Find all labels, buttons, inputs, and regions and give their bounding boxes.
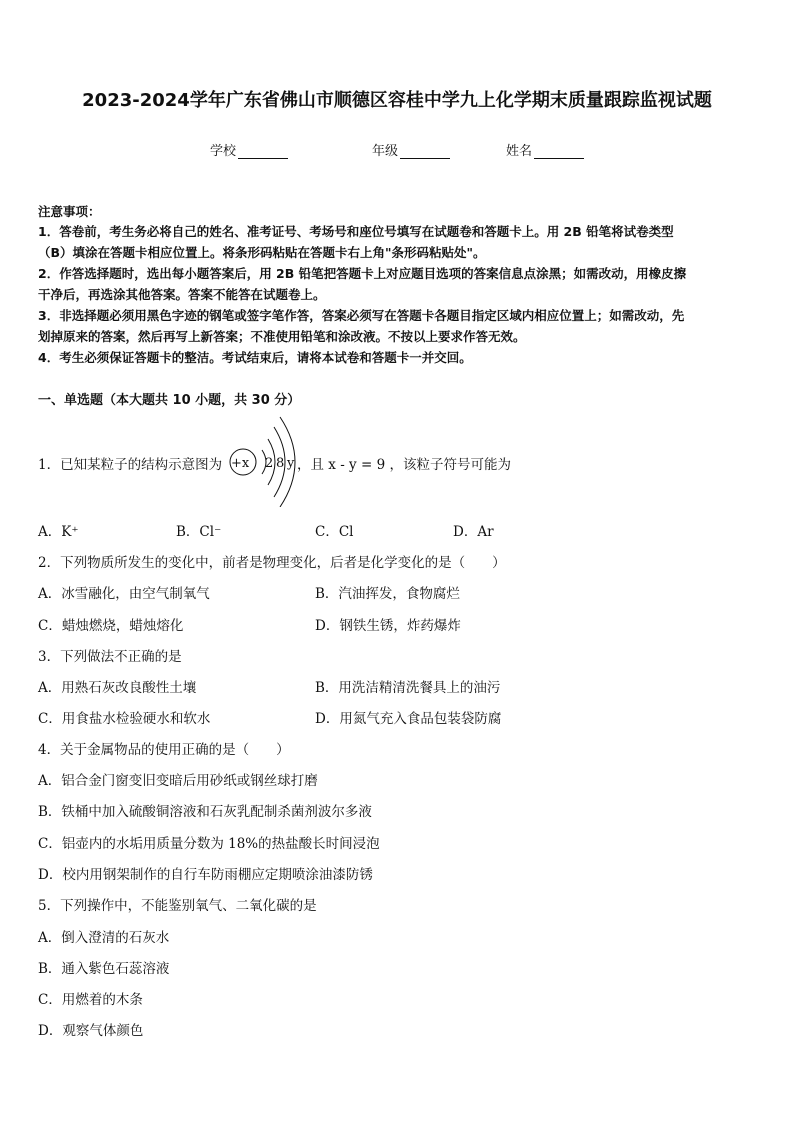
q4-option-d[interactable]: D．校内用钢架制作的自行车防雨棚应定期喷涂油漆防锈 [38,867,373,883]
grade-label: 年级 [372,144,399,159]
notice-line: 4．考生必须保证答题卡的整洁。考试结束后，请将本试卷和答题卡一并交回。 [38,350,472,365]
shell-electrons: y [287,456,295,471]
q1-stem-before: 1．已知某粒子的结构示意图为 [38,457,223,473]
q5-option-d[interactable]: D．观察气体颜色 [38,1023,144,1039]
grade-field [372,140,450,159]
notice-heading: 注意事项： [38,204,101,219]
section-heading: 一、单选题（本大题共 10 小题，共 30 分） [38,393,301,408]
notice-line: 2．作答选择题时，选出每小题答案后，用 2B 铅笔把答题卡上对应题目选项的答案信息点涂黑；如需改动，用橡皮擦 [38,266,687,281]
notice-line: 3．非选择题必须用黑色字迹的钢笔或签字笔作答，答案必须写在答题卡各题目指定区域内相应位置上；如需改动，先 [38,308,685,323]
q1-stem-after: ，且 x - y = 9 ，该粒子符号可能为 [297,457,511,473]
school-field [210,140,288,159]
q4-stem: 4．关于金属物品的使用正确的是（ ） [38,742,290,758]
school-label: 学校 [210,144,237,159]
q3-option-c[interactable]: C．用食盐水检验硬水和软水 [38,711,211,727]
q5-stem: 5．下列操作中，不能鉴别氧气、二氧化碳的是 [38,898,317,914]
notice-line: （B）填涂在答题卡相应位置上。将条形码粘贴在答题卡右上角"条形码粘贴处"。 [38,245,486,260]
q2-option-c[interactable]: C．蜡烛燃烧，蜡烛熔化 [38,618,184,634]
q1-option-d[interactable]: D．Ar [453,524,494,540]
q3-option-a[interactable]: A．用熟石灰改良酸性土壤 [38,680,197,696]
notice-line: 划掉原来的答案，然后再写上新答案；不准使用铅笔和涂改液。不按以上要求作答无效。 [38,329,526,344]
exam-title: 2023-2024学年广东省佛山市顺德区容桂中学九上化学期末质量跟踪监视试题 [82,90,712,111]
q5-option-a[interactable]: A．倒入澄清的石灰水 [38,930,170,946]
notice-list [38,221,758,368]
q3-option-b[interactable]: B．用洗洁精清洗餐具上的油污 [315,680,501,696]
q4-option-c[interactable]: C．铝壶内的水垢用质量分数为 18%的热盐酸长时间浸泡 [38,836,380,852]
notice-line: 干净后，再选涂其他答案。答案不能答在试题卷上。 [38,287,326,302]
q1-option-b[interactable]: B．Cl⁻ [176,524,222,540]
name-field [506,140,584,159]
shell-electrons: 2 [265,456,274,471]
q4-option-b[interactable]: B．铁桶中加入硫酸铜溶液和石灰乳配制杀菌剂波尔多液 [38,804,372,820]
q2-option-b[interactable]: B．汽油挥发，食物腐烂 [315,586,460,602]
q3-stem: 3．下列做法不正确的是 [38,649,182,665]
grade-blank[interactable] [400,146,450,159]
q2-option-a[interactable]: A．冰雪融化，由空气制氧气 [38,586,210,602]
q1-option-c[interactable]: C．Cl [315,524,354,540]
shell-electrons: 8 [276,456,285,471]
school-blank[interactable] [238,146,288,159]
q3-option-d[interactable]: D．用氮气充入食品包装袋防腐 [315,711,502,727]
q5-option-c[interactable]: C．用燃着的木条 [38,992,143,1008]
notice-line: 1．答卷前，考生务必将自己的姓名、准考证号、考场号和座位号填写在试题卷和答题卡上。用 2B 铅笔将试卷类型 [38,224,674,239]
q1-option-a[interactable]: A．K⁺ [38,524,79,540]
nucleus-charge: +x [231,456,250,471]
q2-option-d[interactable]: D．钢铁生锈，炸药爆炸 [315,618,461,634]
name-label: 姓名 [506,144,533,159]
q4-option-a[interactable]: A．铝合金门窗变旧变暗后用砂纸或钢丝球打磨 [38,773,318,789]
q5-option-b[interactable]: B．通入紫色石蕊溶液 [38,961,170,977]
name-blank[interactable] [534,146,584,159]
q2-stem: 2．下列物质所发生的变化中，前者是物理变化，后者是化学变化的是（ ） [38,555,506,571]
